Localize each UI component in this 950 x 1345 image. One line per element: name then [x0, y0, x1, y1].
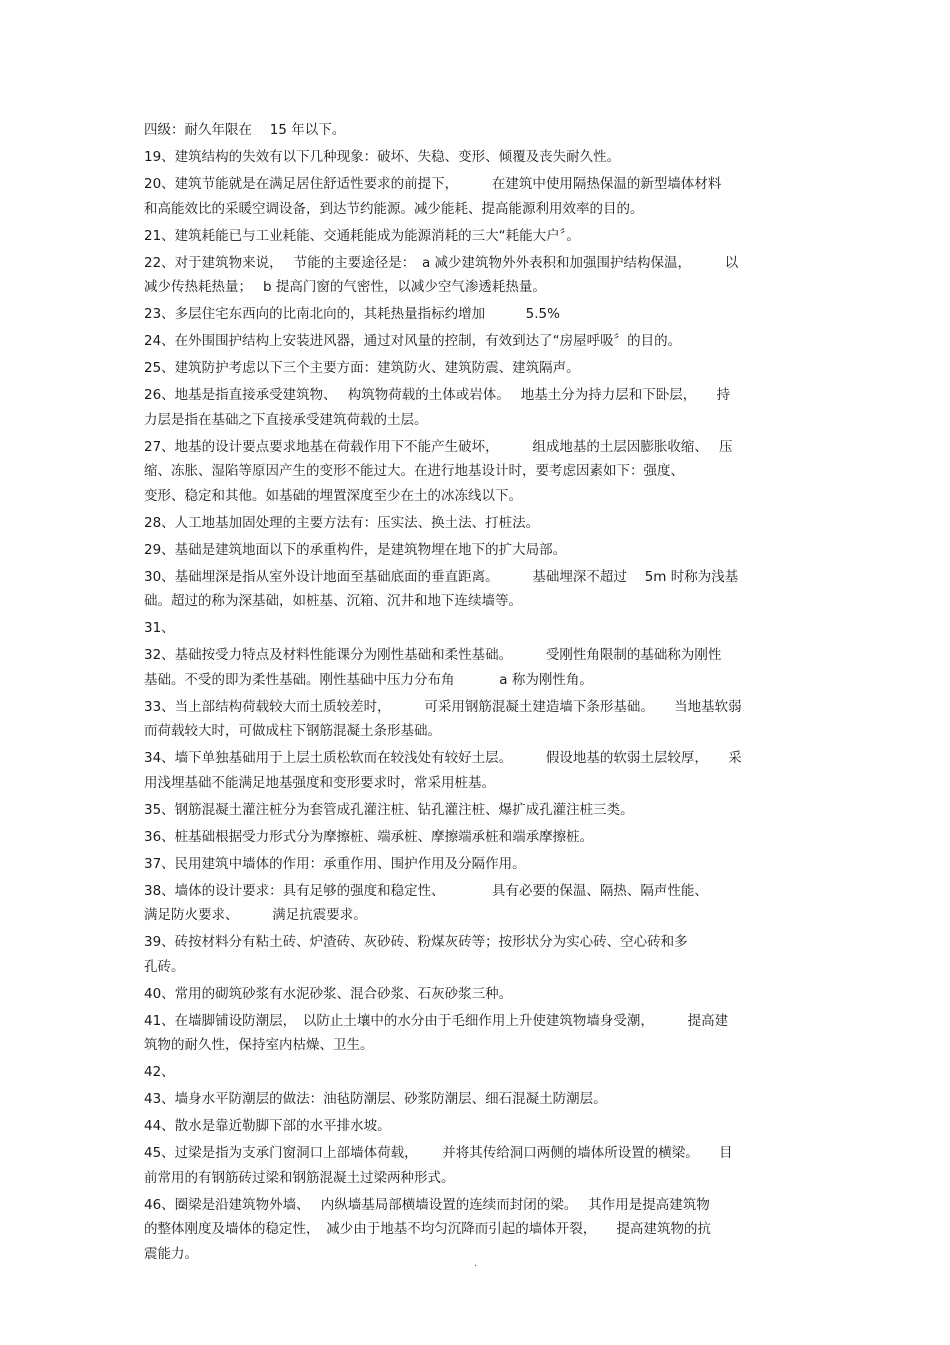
text-line: 19、建筑结构的失效有以下几种现象：破坏、失稳、变形、倾覆及丧失耐久性。 — [144, 149, 621, 165]
paragraph — [144, 1087, 814, 1112]
paragraph — [144, 251, 814, 300]
text-line: 缩、冻胀、湿陷等原因产生的变形不能过大。在进行地基设计时，要考虑因素如下：强度、 — [144, 463, 684, 479]
text-line: 基础。不受的即为柔性基础。刚性基础中压力分布角 a 称为刚性角。 — [144, 671, 593, 688]
paragraph — [144, 172, 814, 221]
text-line: 和高能效比的采暖空调设备，到达节约能源。减少能耗、提高能源利用效率的目的。 — [144, 200, 644, 217]
text-line: 26、地基是指直接承受建筑物、 构筑物荷载的土体或岩体。 地基土分为持力层和下卧层， 持 — [144, 387, 731, 403]
paragraph — [144, 1193, 814, 1267]
text-line: 25、建筑防护考虑以下三个主要方面：建筑防火、建筑防震、建筑隔声。 — [144, 360, 580, 376]
text-line: 40、常用的砌筑砂浆有水泥砂浆、混合砂浆、石灰砂浆三种。 — [144, 985, 513, 1002]
text-line: 27、地基的设计要点要求地基在荷载作用下不能产生破坏， 组成地基的土层因膨胀收缩、 压 — [144, 438, 733, 455]
text-line: 力层是指在基础之下直接承受建筑荷载的土层。 — [144, 411, 428, 428]
paragraph — [144, 930, 814, 979]
paragraph — [144, 511, 814, 536]
paragraph — [144, 356, 814, 381]
text-line: 34、墙下单独基础用于上层土质松软而在较浅处有较好土层。 假设地基的软弱土层较厚， 采 — [144, 750, 742, 766]
paragraph — [144, 118, 814, 143]
text-line: 减少传热耗热量； b 提高门窗的气密性，以减少空气渗透耗热量。 — [144, 279, 546, 295]
paragraph — [144, 538, 814, 563]
text-line: 筑物的耐久性，保持室内枯燥、卫生。 — [144, 1037, 374, 1053]
text-line: 44、散水是靠近勒脚下部的水平排水坡。 — [144, 1118, 391, 1134]
text-line: 24、在外围围护结构上安装进风器，通过对风量的控制，有效到达了“房屋呼吸〞的目的。 — [144, 333, 682, 349]
paragraph — [144, 1009, 814, 1058]
paragraph — [144, 1114, 814, 1139]
text-line: 37、民用建筑中墙体的作用：承重作用、围护作用及分隔作用。 — [144, 855, 526, 872]
text-line: 21、建筑耗能已与工业耗能、交通耗能成为能源消耗的三大“耗能大户〞。 — [144, 227, 580, 244]
text-line: 22、对于建筑物来说， 节能的主要途径是： a 减少建筑物外外表积和加强围护结构保温， 以 — [144, 254, 739, 271]
text-line: 23、多层住宅东西向的比南北向的，其耗热量指标约增加 5.5% — [144, 306, 560, 322]
text-line: 36、桩基础根据受力形式分为摩擦桩、端承桩、摩擦端承桩和端承摩擦桩。 — [144, 828, 594, 845]
text-line: 42、 — [144, 1064, 175, 1080]
paragraph — [144, 383, 814, 432]
paragraph — [144, 1060, 814, 1085]
paragraph — [144, 798, 814, 823]
paragraph — [144, 746, 814, 795]
paragraph — [144, 224, 814, 249]
text-line: 孔砖。 — [144, 958, 185, 975]
text-line: 39、砖按材料分有粘土砖、炉渣砖、灰砂砖、粉煤灰砖等；按形状分为实心砖、空心砖和多 — [144, 934, 688, 950]
paragraph — [144, 565, 814, 614]
text-line: 29、基础是建筑地面以下的承重构件，是建筑物埋在地下的扩大局部。 — [144, 541, 567, 558]
paragraph — [144, 302, 814, 327]
text-line: 前常用的有钢筋砖过梁和钢筋混凝土过梁两种形式。 — [144, 1169, 455, 1186]
text-line: 30、基础埋深是指从室外设计地面至基础底面的垂直距离。 基础埋深不超过 5m 时称为浅基 — [144, 568, 739, 585]
document-body — [144, 118, 814, 1269]
text-line: 震能力。 — [144, 1245, 198, 1262]
text-line: 用浅埋基础不能满足地基强度和变形要求时，常采用桩基。 — [144, 774, 495, 791]
text-line: 31、 — [144, 620, 175, 636]
text-line: 而荷载较大时，可做成柱下钢筋混凝土条形基础。 — [144, 723, 441, 739]
text-line: 20、建筑节能就是在满足居住舒适性要求的前提下， 在建筑中使用隔热保温的新型墙体材料 — [144, 176, 722, 192]
paragraph — [144, 616, 814, 641]
text-line: 41、在墙脚铺设防潮层， 以防止土壤中的水分由于毛细作用上升使建筑物墙身受潮， 提高建 — [144, 1012, 729, 1029]
text-line: 变形、稳定和其他。如基础的埋置深度至少在土的冰冻线以下。 — [144, 487, 522, 504]
paragraph — [144, 1141, 814, 1190]
text-line: 45、过梁是指为支承门窗洞口上部墙体荷载， 并将其传给洞口两侧的墙体所设置的横梁。 目 — [144, 1145, 733, 1161]
paragraph — [144, 145, 814, 170]
text-line: 33、当上部结构荷载较大而土质较差时， 可采用钢筋混凝土建造墙下条形基础。 当地基软弱 — [144, 698, 742, 715]
text-line: 46、圈梁是沿建筑物外墙、 内纵墙基局部横墙设置的连续而封闭的梁。 其作用是提高建筑物 — [144, 1196, 710, 1213]
text-line: 四级：耐久年限在 15 年以下。 — [144, 122, 346, 138]
text-line: 满足防火要求、 满足抗震要求。 — [144, 907, 367, 923]
text-line: 32、基础按受力特点及材料性能课分为刚性基础和柔性基础。 受刚性角限制的基础称为刚性 — [144, 647, 722, 663]
text-line: 43、墙身水平防潮层的做法：油毡防潮层、砂浆防潮层、细石混凝土防潮层。 — [144, 1091, 607, 1107]
paragraph — [144, 852, 814, 877]
text-line: 28、人工地基加固处理的主要方法有：压实法、换土法、打桩法。 — [144, 514, 540, 531]
paragraph — [144, 695, 814, 744]
paragraph — [144, 879, 814, 928]
paragraph — [144, 329, 814, 354]
text-line: 的整体刚度及墙体的稳定性， 减少由于地基不均匀沉降而引起的墙体开裂， 提高建筑物的抗 — [144, 1221, 711, 1237]
paragraph — [144, 643, 814, 692]
paragraph — [144, 435, 814, 509]
text-line: 35、钢筋混凝土灌注桩分为套管成孔灌注桩、钻孔灌注桩、爆扩成孔灌注桩三类。 — [144, 801, 634, 818]
text-line: 38、墙体的设计要求：具有足够的强度和稳定性、 具有必要的保温、隔热、隔声性能、 — [144, 882, 708, 899]
text-line: 础。超过的称为深基础，如桩基、沉箱、沉井和地下连续墙等。 — [144, 593, 522, 609]
paragraph — [144, 982, 814, 1007]
page-footer-mark: . — [474, 1258, 478, 1269]
paragraph — [144, 825, 814, 850]
